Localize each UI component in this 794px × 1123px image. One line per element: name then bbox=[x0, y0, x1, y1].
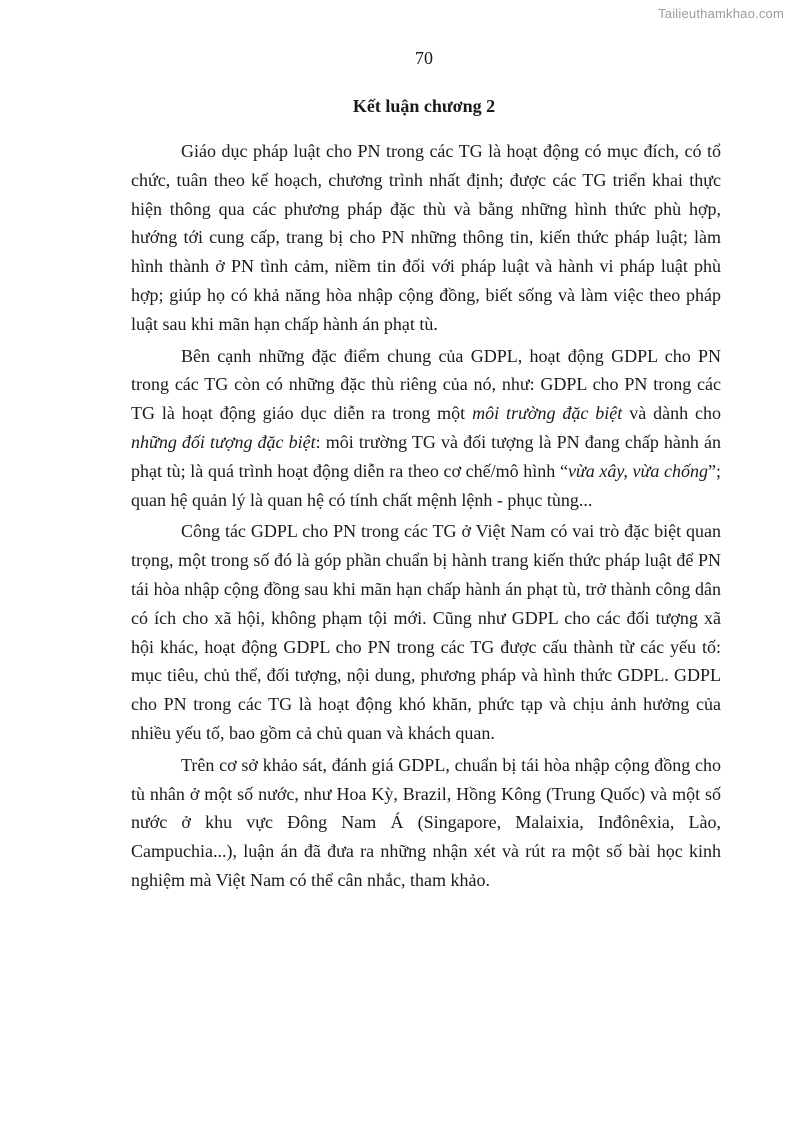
paragraph-2-italic-3: vừa xây, vừa chống bbox=[567, 460, 708, 481]
paragraph-2-italic-2: những đối tượng đặc biệt bbox=[131, 431, 316, 452]
paragraph-2-text-3: : môi trường TG và đối tượng là PN đang chấp hành án phạt tù; là quá trình hoạt động diễn ra theo cơ chế/mô hình “ bbox=[131, 431, 722, 481]
page-number: 70 bbox=[415, 48, 433, 68]
watermark: Tailieuthamkhao.com bbox=[658, 6, 784, 21]
paragraph-2-text-4: ”; quan hệ quản lý là quan hệ có tính chất mệnh lệnh - phục tùng... bbox=[131, 460, 721, 510]
paragraph-2-italic-1: môi trường đặc biệt bbox=[472, 403, 623, 424]
paragraph-2 bbox=[131, 342, 721, 515]
paragraph-1: Giáo dục pháp luật cho PN trong các TG là hoạt động có mục đích, có tổ chức, tuân theo kế hoạch, chương trình nhất định; được các TG triển khai thực hiện thông qua các phương pháp đặc thù và bằng những hình thức phù hợp, hướng tới cung cấp, trang bị cho PN những thông tin, kiến thức pháp luật; làm hình thành ở PN tình cảm, niềm tin đối với pháp luật và hành vi pháp luật phù hợp; giúp họ có khả năng hòa nhập cộng đồng, biết sống và làm việc theo pháp luật sau khi mãn hạn chấp hành án phạt tù. bbox=[131, 141, 721, 334]
paragraph-2-text-2: và dành cho bbox=[622, 403, 721, 424]
paragraph-2-text-1: Bên cạnh những đặc điểm chung của GDPL, hoạt động GDPL cho PN trong các TG còn có những đặc thù riêng của nó, như: GDPL cho PN trong các TG là hoạt động giáo dục diễn ra trong một bbox=[131, 345, 721, 424]
paragraph-3: Công tác GDPL cho PN trong các TG ở Việt Nam có vai trò đặc biệt quan trọng, một trong số đó là góp phần chuẩn bị hành trang kiến thức pháp luật để PN tái hòa nhập cộng đồng sau khi mãn hạn chấp hành án phạt tù, trở thành công dân có ích cho xã hội, không phạm tội mới. Cũng như GDPL cho các đối tượng xã hội khác, hoạt động GDPL cho PN trong các TG được cấu thành từ các yếu tố: mục tiêu, chủ thể, đối tượng, nội dung, phương pháp và hình thức GDPL. GDPL cho PN trong các TG là hoạt động khó khăn, phức tạp và chịu ảnh hưởng của nhiều yếu tố, bao gồm cả chủ quan và khách quan. bbox=[131, 521, 721, 743]
body-text bbox=[131, 137, 721, 895]
chapter-title: Kết luận chương 2 bbox=[352, 96, 496, 116]
paragraph-4: Trên cơ sở khảo sát, đánh giá GDPL, chuẩn bị tái hòa nhập cộng đồng cho tù nhân ở một số nước, như Hoa Kỳ, Brazil, Hồng Kông (Trung Quốc) và một số nước ở khu vực Đông Nam Á (Singapore, Malaixia, Inđônêxia, Lào, Campuchia...), luận án đã đưa ra những nhận xét và rút ra một số bài học kinh nghiệm mà Việt Nam có thể cân nhắc, tham khảo. bbox=[131, 754, 721, 890]
